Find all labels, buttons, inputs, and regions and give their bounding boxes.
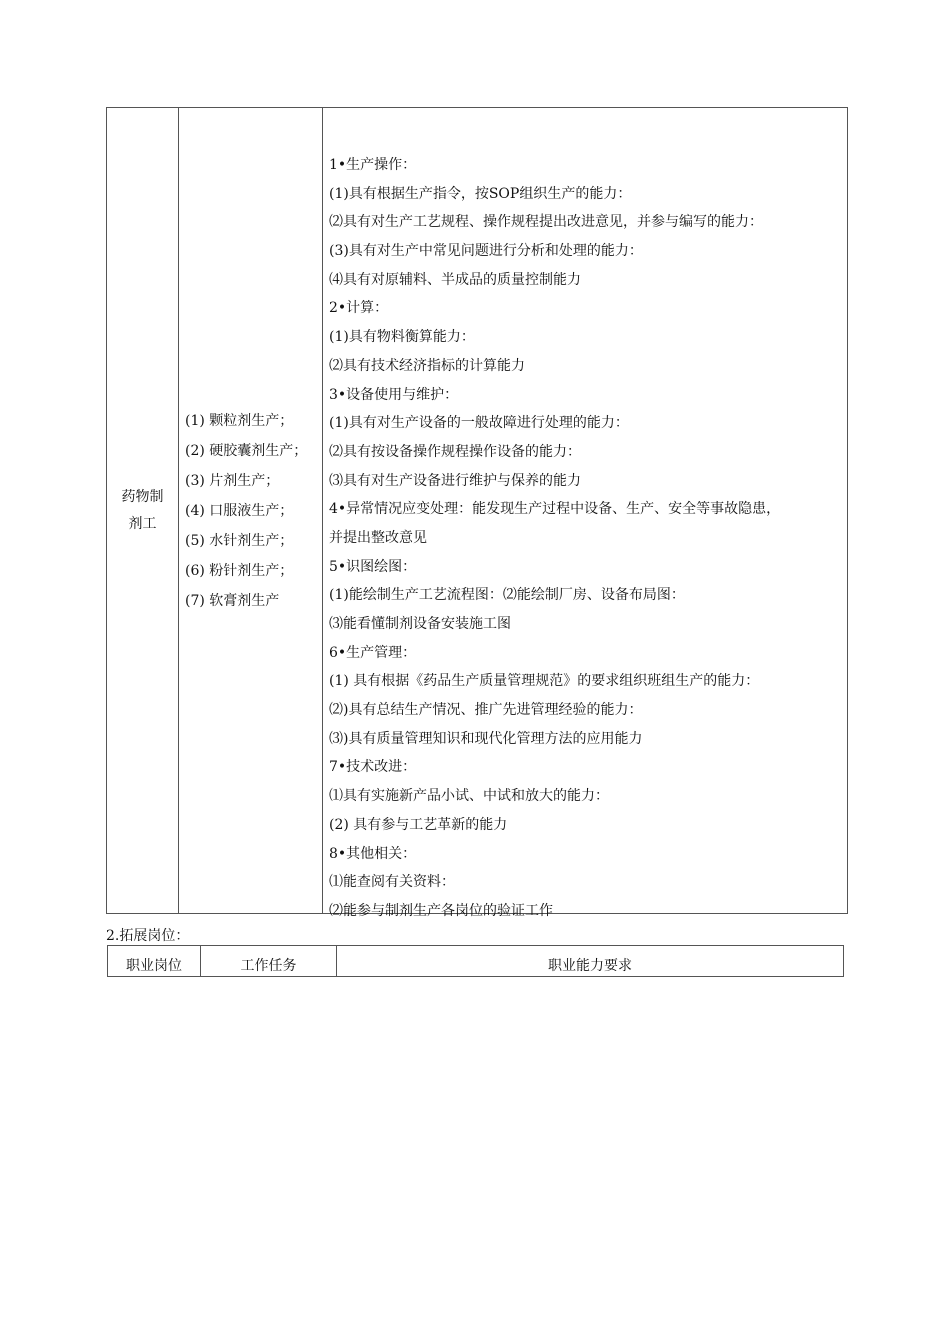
header-tasks: 工作任务 [240,958,297,974]
requirement-line: ⑷具有对原辅料、半成品的质量控制能力 [329,271,581,288]
requirement-line: ⑴能查阅有关资料： [329,874,455,891]
tasks-cell [179,108,322,913]
header-cell [337,946,843,976]
requirement-line: 7•技术改进： [329,759,417,776]
task-list [179,406,319,616]
requirement-line: (2) 具有参与工艺革新的能力 [329,816,508,833]
task-item: (5) 水针剂生产； [185,532,294,549]
extended-position-table-header [107,945,844,977]
requirement-line: 5•识图绘图： [329,558,417,575]
requirement-line: ⑶具有对生产设备进行维护与保养的能力 [329,472,581,489]
role-name: 药物制剂工 [121,488,164,532]
role-cell [107,108,178,913]
requirement-line: ⑶能看懂制剂设备安装施工图 [329,616,511,632]
task-item: (3) 片剂生产； [185,472,280,489]
requirement-line: (3)具有对生产中常见问题进行分析和处理的能力： [329,243,643,260]
requirement-line: (1)能绘制生产工艺流程图：⑵能绘制厂房、设备布局图： [329,587,685,604]
requirement-line: ⑴具有实施新产品小试、中试和放大的能力： [329,788,609,805]
requirement-line: 1•生产操作： [329,157,417,173]
task-item: (4) 口服液生产； [185,502,294,519]
task-item: (1) 颗粒剂生产； [185,412,294,429]
requirement-line: 并提出整改意见 [329,529,427,546]
requirement-line: ⑵具有对生产工艺规程、操作规程提出改进意见，并参与编写的能力： [329,214,763,231]
requirement-line: ⑵具有按设备操作规程操作设备的能力： [329,443,581,460]
requirement-line: (1)具有物料衡算能力： [329,329,475,346]
requirements-list [329,151,841,926]
requirement-line: ⑵能参与制剂生产各岗位的验证工作 [329,902,553,919]
requirement-line: ⑵)具有总结生产情况、推广先进管理经验的能力： [329,702,643,719]
requirement-line: (1)具有根据生产指令，按SOP组织生产的能力： [329,185,632,202]
requirement-line: (1) 具有根据《药品生产质量管理规范》的要求组织班组生产的能力： [329,673,760,690]
requirement-line: (1)具有对生产设备的一般故障进行处理的能力： [329,415,629,432]
task-item: (6) 粉针剂生产； [185,562,294,579]
requirement-line: ⑵具有技术经济指标的计算能力 [329,357,525,374]
requirement-line: 8•其他相关： [329,845,417,862]
requirements-cell [323,108,847,919]
requirement-line: ⑶)具有质量管理知识和现代化管理方法的应用能力 [329,730,643,747]
section-title: 2.拓展岗位： [106,928,190,944]
requirement-line: 6•生产管理： [329,644,417,661]
header-requirements: 职业能力要求 [548,958,632,974]
requirement-line: 4•异常情况应变处理：能发现生产过程中设备、生产、安全等事故隐患， [329,501,781,518]
header-position: 职业岗位 [126,958,182,974]
task-item: (7) 软膏剂生产 [185,592,280,609]
header-cell [108,946,200,976]
core-position-table [106,107,848,919]
task-item: (2) 硬胶囊剂生产； [185,442,308,459]
header-cell [201,946,336,976]
requirement-line: 2•计算： [329,300,389,317]
requirement-line: 3•设备使用与维护： [329,386,459,403]
